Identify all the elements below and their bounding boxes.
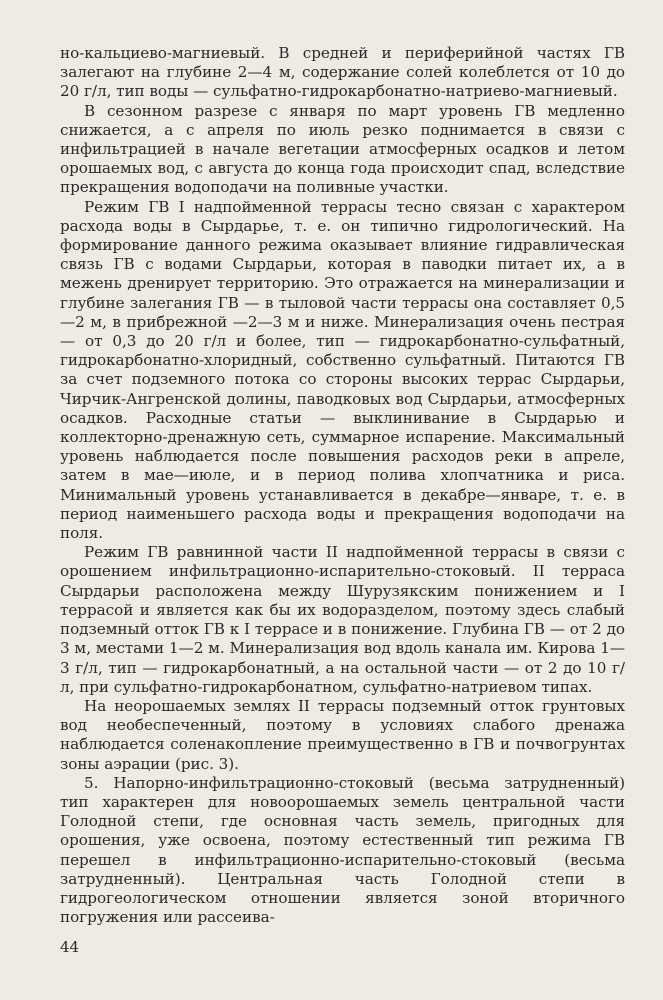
paragraph-2: В сезонном разрезе с января по март уровень ГВ медленно снижается, а с апреля по июль резко поднимается в связи с инфильтрацией в начале вегетации атмосферных осадков и летом орошаемых вод, с августа до конца года происходит спад, вследствие прекращения водоподачи на поливные участки.	[60, 101, 625, 197]
page-number: 44	[60, 938, 80, 956]
paragraph-5: На неорошаемых землях II террасы подземный отток грунтовых вод необеспеченный, поэтому в условиях слабого дренажа наблюдается соленакопление преимущественно в ГВ и почвогрунтах зоны аэрации (рис. 3).	[60, 696, 625, 773]
page-body	[60, 44, 625, 927]
paragraph-1: но-кальциево-магниевый. В средней и периферийной частях ГВ залегают на глубине 2—4 м, содержание солей колеблется от 10 до 20 г/л, тип воды — сульфатно-гидрокарбонатно-натриево-магниевый.	[60, 44, 625, 101]
paragraph-3: Режим ГВ I надпойменной террасы тесно связан с характером расхода воды в Сырдарье, т. е. он типично гидрологический. На формирование данного режима оказывает влияние гидравлическая связь ГВ с водами Сырдарьи, которая в паводки питает их, а в межень дренирует территорию. Это отражается на минерализации и глубине залегания ГВ — в тыловой части террасы она составляет 0,5—2 м, в прибрежной —2—3 м и ниже. Минерализация очень пестрая — от 0,3 до 20 г/л и более, тип — гидрокарбонатно-сульфатный, гидрокарбонатно-хлоридный, собственно сульфатный. Питаются ГВ за счет подземного потока со стороны высоких террас Сырдарьи, Чирчик-Ангренской долины, паводковых вод Сырдарьи, атмосферных осадков. Расходные статьи — выклинивание в Сырдарью и коллекторно-дренажную сеть, суммарное испарение. Максимальный уровень наблюдается после повышения расходов реки в апреле, затем в мае—июле, и в период полива хлопчатника и риса. Минимальный уровень устанавливается в декабре—январе, т. е. в период наименьшего расхода воды и прекращения водоподачи на поля.	[60, 197, 625, 543]
paragraph-6: 5. Напорно-инфильтрационно-стоковый (весьма затрудненный) тип характерен для новоорошаемых земель центральной части Голодной степи, где основная часть земель, пригодных для орошения, уже освоена, поэтому естественный тип режима ГВ перешел в инфильтрационно-испарительно-стоковый (весьма затрудненный). Центральная часть Голодной степи в гидрогеологическом отношении является зоной вторичного погружения или рассеива-	[60, 773, 625, 927]
paragraph-4: Режим ГВ равнинной части II надпойменной террасы в связи с орошением инфильтрационно-испарительно-стоковый. II терраса Сырдарьи расположена между Шурузякским понижением и I террасой и является как бы их водоразделом, поэтому здесь слабый подземный отток ГВ к I террасе и в понижение. Глубина ГВ — от 2 до 3 м, местами 1—2 м. Минерализация вод вдоль канала им. Кирова 1—3 г/л, тип — гидрокарбонатный, а на остальной части — от 2 до 10 г/л, при сульфатно-гидрокарбонатном, сульфатно-натриевом типах.	[60, 543, 625, 696]
